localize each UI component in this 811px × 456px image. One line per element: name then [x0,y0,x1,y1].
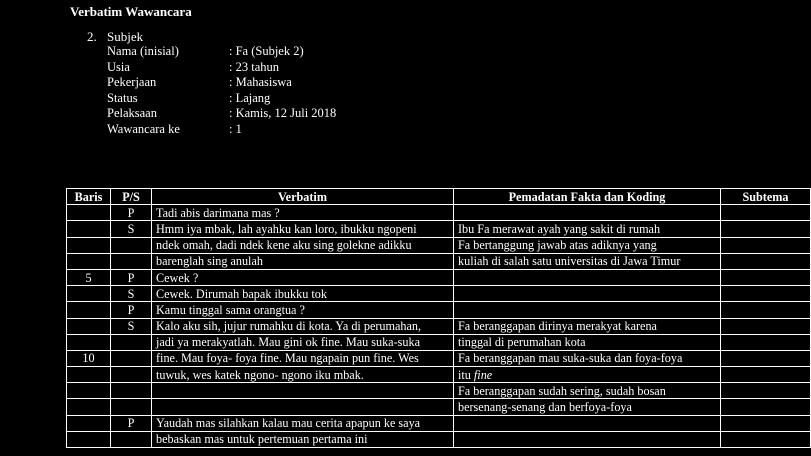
cell-ps [111,350,152,366]
cell-fakta [454,367,721,383]
info-value: : Mahasiswa [229,75,292,89]
cell-ps [111,237,152,253]
cell-baris: 5 [67,269,111,285]
cell-baris [67,334,111,350]
info-row-date [107,106,336,122]
fakta-text: Fa beranggapan sudah sering, sudah bosan [458,383,666,398]
cell-ps [111,431,152,447]
table-row [67,302,811,318]
cell-fakta [454,205,721,221]
subject-label: Subjek [107,29,144,44]
cell-baris [67,253,111,269]
info-label: Pekerjaan [107,75,157,89]
cell-verbatim: Cewek. Dirumah bapak ibukku tok [152,286,454,302]
table-row [67,415,811,431]
info-label: Status [107,90,138,105]
cell-baris [67,431,111,447]
cell-verbatim: Hmm iya mbak, lah ayahku kan loro, ibukku ngopeni [152,221,454,237]
info-row-interview-number [107,122,336,138]
fakta-text: Fa beranggapan dirinya merakyat karena [458,319,657,334]
cell-ps: P [111,302,152,318]
cell-baris [67,302,111,318]
cell-fakta [454,237,721,253]
verbatim-table [66,188,811,448]
cell-subtema [721,221,811,237]
cell-verbatim: bebaskan mas untuk pertemuan pertama ini [152,431,454,447]
table-row [67,253,811,269]
info-label: Usia [107,59,130,74]
cell-baris [67,367,111,383]
cell-subtema [721,367,811,383]
fakta-text: Fa bertanggung jawab atas adiknya yang [458,238,657,253]
cell-verbatim: barenglah sing anulah [152,253,454,269]
cell-ps: P [111,269,152,285]
cell-verbatim: Kalo aku sih, jujur rumahku di kota. Ya di perumahan, [152,318,454,334]
cell-baris [67,221,111,237]
cell-fakta [454,302,721,318]
header-baris: Baris [67,189,111,205]
cell-baris: 10 [67,350,111,366]
cell-fakta [454,269,721,285]
info-row-occupation [107,75,336,91]
info-row-age [107,60,336,76]
subject-number: 2. [87,29,97,44]
table-row [67,399,811,415]
cell-fakta [454,415,721,431]
subject-heading [87,29,143,45]
table-row [67,383,811,399]
header-ps: P/S [111,189,152,205]
cell-subtema [721,350,811,366]
cell-ps: S [111,286,152,302]
cell-ps [111,399,152,415]
table-row [67,269,811,285]
cell-verbatim [152,383,454,399]
info-label: Wawancara ke [107,121,180,136]
cell-subtema [721,334,811,350]
cell-subtema [721,383,811,399]
header-verbatim: Verbatim [152,189,454,205]
cell-ps [111,367,152,383]
cell-subtema [721,415,811,431]
info-row-status [107,91,336,107]
cell-fakta [454,318,721,334]
cell-baris [67,399,111,415]
cell-subtema [721,318,811,334]
cell-fakta [454,399,721,415]
table-header-row [67,189,811,205]
cell-baris [67,318,111,334]
table-row [67,334,811,350]
cell-fakta [454,383,721,399]
document-title: Verbatim Wawancara [70,4,192,19]
cell-verbatim: fine. Mau foya- foya fine. Mau ngapain pun fine. Wes [152,350,454,366]
table-row [67,431,811,447]
cell-verbatim: jadi ya merakyatlah. Mau gini ok fine. Mau suka-suka [152,334,454,350]
cell-ps: P [111,205,152,221]
cell-subtema [721,205,811,221]
info-value: : Kamis, 12 Juli 2018 [229,106,337,120]
cell-ps [111,383,152,399]
info-label: Pelaksaan [107,106,157,120]
cell-fakta [454,221,721,237]
cell-baris [67,286,111,302]
header-fakta: Pemadatan Fakta dan Koding [454,189,721,205]
fakta-text: kuliah di salah satu universitas di Jawa Timur [458,254,681,269]
cell-subtema [721,431,811,447]
cell-subtema [721,253,811,269]
info-value: : Lajang [229,90,271,105]
cell-verbatim: Cewek ? [152,269,454,285]
header-subtema: Subtema [721,189,811,205]
fakta-text: tinggal di perumahan kota [458,335,586,350]
cell-baris [67,415,111,431]
cell-ps: S [111,318,152,334]
table-row [67,205,811,221]
cell-verbatim: tuwuk, wes katek ngono- ngono iku mbak. [152,367,454,383]
cell-fakta [454,350,721,366]
cell-verbatim: Tadi abis darimana mas ? [152,205,454,221]
table-row [67,286,811,302]
cell-verbatim: ndek omah, dadi ndek kene aku sing golekne adikku [152,237,454,253]
cell-ps: P [111,415,152,431]
info-label: Nama (inisial) [107,44,179,58]
cell-ps [111,253,152,269]
table-row [67,350,811,366]
cell-subtema [721,302,811,318]
table-row [67,221,811,237]
cell-fakta [454,286,721,302]
info-value: : Fa (Subjek 2) [229,44,304,58]
fakta-text: itu [458,367,474,382]
info-value: : 23 tahun [229,59,279,74]
cell-ps: S [111,221,152,237]
cell-fakta [454,253,721,269]
cell-fakta [454,334,721,350]
table-row [67,318,811,334]
cell-subtema [721,269,811,285]
cell-subtema [721,399,811,415]
table-row [67,367,811,383]
fakta-text: Fa beranggapan mau suka-suka dan foya-foya [458,351,683,366]
info-row-name [107,44,336,60]
cell-verbatim: Yaudah mas silahkan kalau mau cerita apapun ke saya [152,415,454,431]
cell-ps [111,334,152,350]
fakta-text: bersenang-senang dan berfoya-foya [458,400,632,415]
info-value: : 1 [229,121,242,136]
table-row [67,237,811,253]
cell-subtema [721,237,811,253]
cell-baris [67,237,111,253]
fakta-text: Ibu Fa merawat ayah yang sakit di rumah [458,221,661,236]
cell-fakta [454,431,721,447]
subject-info [107,44,336,137]
cell-verbatim: Kamu tinggal sama orangtua ? [152,302,454,318]
cell-subtema [721,286,811,302]
cell-baris [67,205,111,221]
fakta-italic-text: fine [473,367,493,382]
cell-baris [67,383,111,399]
cell-verbatim [152,399,454,415]
